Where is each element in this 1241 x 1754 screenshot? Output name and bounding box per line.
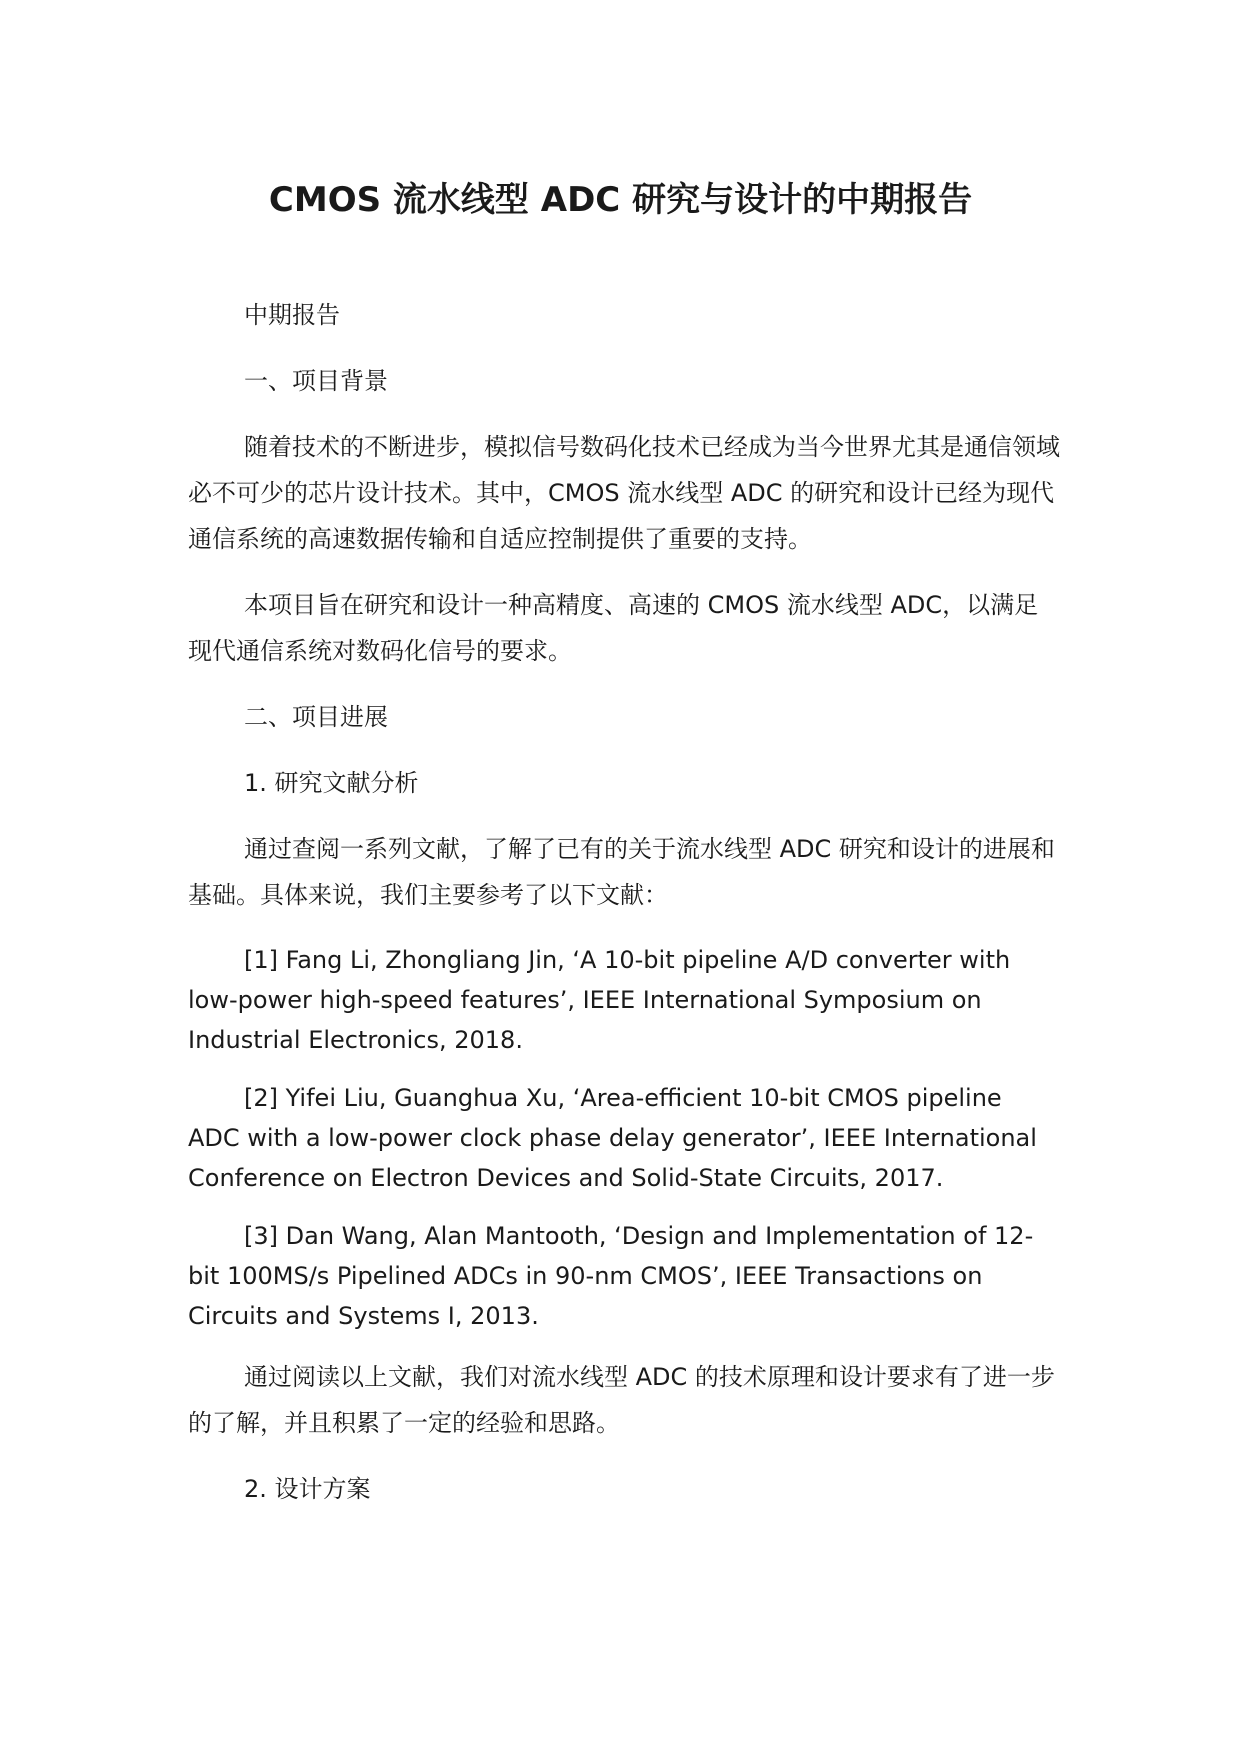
report-subtitle: 中期报告	[244, 301, 340, 329]
background-paragraph-2: 本项目旨在研究和设计一种高精度、高速的 CMOS 流水线型 ADC，以满足现代通信系统对数码化信号的要求。	[188, 591, 1039, 665]
subsection-heading-design: 2. 设计方案	[244, 1475, 371, 1503]
reference-item: [1] Fang Li, Zhongliang Jin, ‘A 10-bit pipeline A/D converter with low-power high-speed features’, IEEE International Symposium on Industrial Electronics, 2018.	[188, 946, 1011, 1054]
document-title: CMOS 流水线型 ADC 研究与设计的中期报告	[268, 180, 973, 220]
section-heading-progress: 二、项目进展	[244, 703, 388, 731]
background-paragraph-1: 随着技术的不断进步，模拟信号数码化技术已经成为当今世界尤其是通信领域必不可少的芯片设计技术。其中，CMOS 流水线型 ADC 的研究和设计已经为现代通信系统的高速数据传输和自适应控制提供了重要的支持。	[188, 433, 1060, 553]
reference-item: [3] Dan Wang, Alan Mantooth, ‘Design and Implementation of 12-bit 100MS/s Pipelined ADCs in 90-nm CMOS’, IEEE Transactions on Circuits and Systems I, 2013.	[188, 1222, 1034, 1330]
literature-intro-paragraph: 通过查阅一系列文献，了解了已有的关于流水线型 ADC 研究和设计的进展和基础。具体来说，我们主要参考了以下文献：	[188, 835, 1055, 909]
section-heading-background: 一、项目背景	[244, 367, 388, 395]
subsection-heading-literature: 1. 研究文献分析	[244, 769, 419, 797]
document-body	[188, 292, 1060, 1512]
reference-item: [2] Yifei Liu, Guanghua Xu, ‘Area-efficient 10-bit CMOS pipeline ADC with a low-power clock phase delay generator’, IEEE International Conference on Electron Devices and Solid-State Circuits, 2017.	[188, 1084, 1037, 1192]
literature-conclusion-paragraph: 通过阅读以上文献，我们对流水线型 ADC 的技术原理和设计要求有了进一步的了解，并且积累了一定的经验和思路。	[188, 1363, 1055, 1437]
